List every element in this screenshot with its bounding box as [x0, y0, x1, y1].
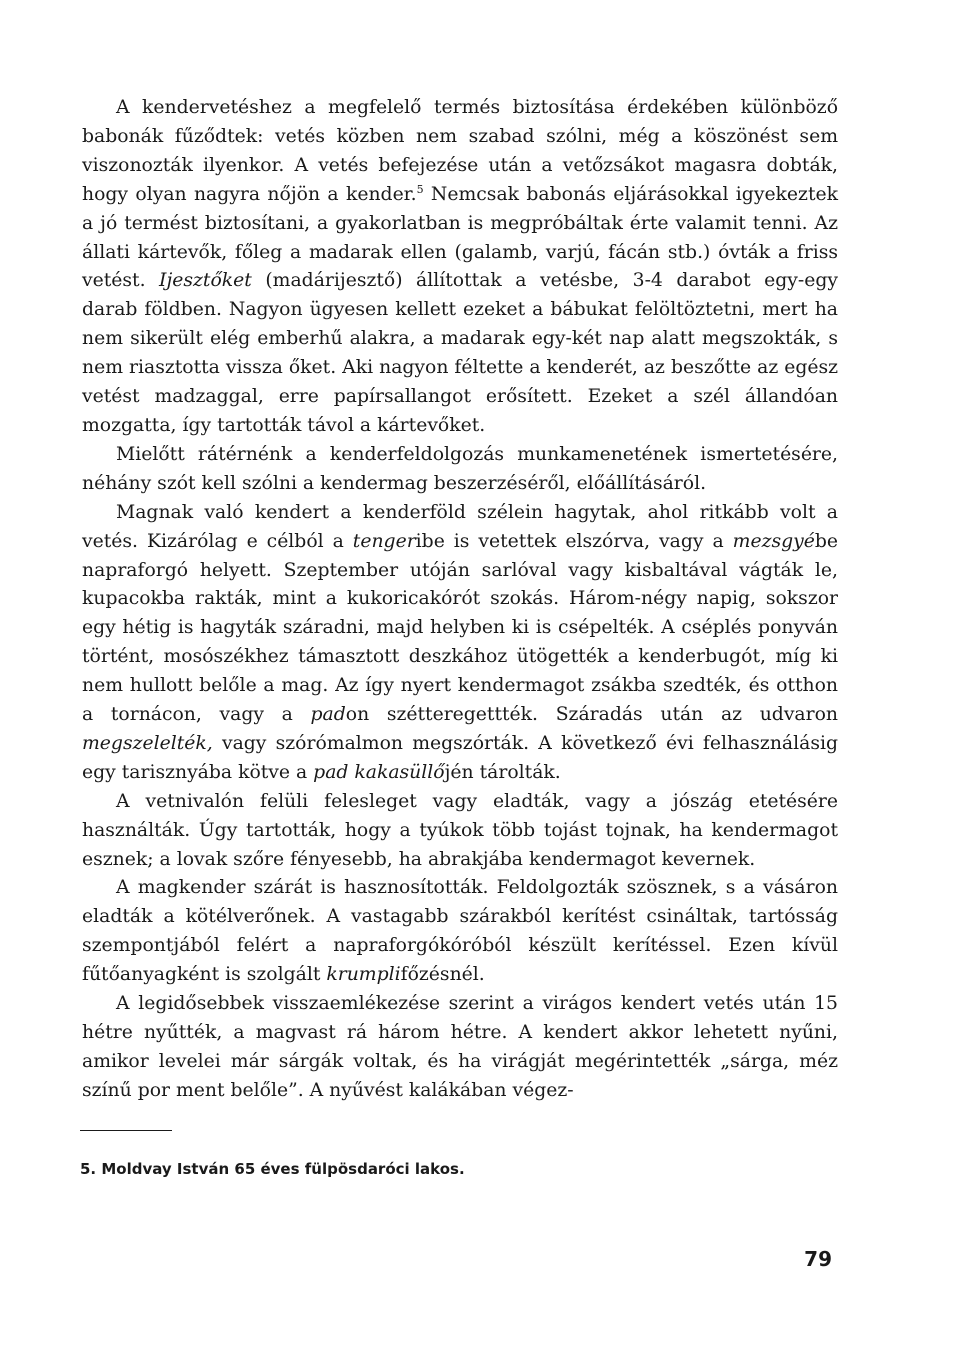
text-run: on szétteregettték. Száradás után az udvaron — [345, 704, 839, 726]
paragraph-4 — [82, 788, 838, 875]
text-run: be napraforgó helyett. Szeptember utóján sarlóval vagy kisbaltával vágták le, kupacokba rakták, mint a kukoricakórót szokás. Három-négy napig, sokszor egy hétig is hagyták száradni, majd helyben ki is csépelték. A cséplés ponyván történt, mosószékhez támasztott deszkához ütögették a kenderbugót, míg ki nem hullott belőle a mag. Az így nyert kendermagot zsákba szedték, és otthon a tornácon, vagy a — [82, 530, 838, 726]
text-run: A magkender szárát is hasznosították. Feldolgozták szösznek, s a vásáron eladták a kötélverőnek. A vastagabb szárakból kerítést csináltak, tartósság szempontjából felért a napraforgókóróból készült kerítéssel. Ezen kívül fűtőanyagként is szolgált — [82, 877, 838, 986]
text-run: (madárijesztő) állítottak a vetésbe, 3-4 darabot egy-egy darab földben. Nagyon ügyesen kellett ezeket a bábukat felöltöztetni, mert ha nem sikerült elég emberhű alakra, a madarak egy-két nap alatt megszokták, s nem riasztotta vissza őket. Aki nagyon féltette a kenderét, az beszőtte az egész vetést madzaggal, erre papírsallangot erősített. Ezeket a szél állandóan mozgatta, így tartották távol a kártevőket. — [82, 270, 838, 436]
paragraph-3 — [82, 499, 838, 788]
text-run: ibe is vetettek elszórva, vagy a — [415, 530, 733, 552]
text-run: A vetnivalón felüli felesleget vagy eladták, vagy a jószág etetésére használták. Úgy tartották, hogy a tyúkok több tojást tojnak, ha kendermagot esznek; a lovak szőre fényesebb, ha abrakjába kendermagot kevernek. — [82, 790, 838, 870]
paragraph-6 — [82, 990, 838, 1106]
footnote-reference: 5 — [416, 182, 424, 196]
paragraph-5 — [82, 874, 838, 990]
italic-term: megszelelték, — [82, 732, 213, 754]
text-run: Magnak való kendert a kenderföld szélein hagytak, ahol ritkább volt a vetés. Kizárólag e célból a — [82, 501, 838, 552]
text-run: főzésnél. — [400, 964, 485, 986]
text-run: vagy szórómalmon megszórták. A következő évi felhasználásig egy tarisznyába kötve a — [82, 732, 838, 783]
text-run: Mielőtt rátérnénk a kenderfeldolgozás munkamenetének ismertetésére, néhány szót kell szólni a kendermag beszerzéséről, előállításáról. — [82, 443, 838, 494]
footnote-rule — [80, 1130, 172, 1131]
italic-term: Ijesztőket — [159, 270, 252, 292]
italic-term: pad kakasüllő — [313, 761, 445, 783]
italic-term: pad — [310, 704, 346, 726]
footnote: 5. Moldvay István 65 éves fülpösdaróci lakos. — [80, 1160, 465, 1178]
italic-term: tenger — [352, 530, 416, 552]
text-run: A kendervetéshez a megfelelő termés biztosítása érdekében különböző babonák fűződtek: vetés közben nem szabad szólni, még a köszönést sem viszonozták ilyenkor. A vetés befejezése után a vetőzsákot magasra dobták, hogy olyan nagyra nőjön a kender. — [82, 97, 838, 205]
italic-term: mezsgyé — [732, 530, 815, 552]
page-body — [82, 94, 838, 1106]
text-run: Nemcsak babonás eljárásokkal igyekeztek a jó termést biztosítani, a gyakorlatban is megpróbáltak érte valamit tenni. Az állati kártevők, főleg a madarak ellen (galamb, varjú, fácán stb.) óvták a friss vetést. — [82, 183, 838, 292]
paragraph-2 — [82, 441, 838, 499]
text-run: A legidősebbek visszaemlékezése szerint a virágos kendert vetés után 15 hétre nyűtték, a magvast rá három hétre. A kendert akkor lehetett nyűni, amikor levelei már sárgák voltak, és ha virágját megérintették „sárga, méz színű por ment belőle”. A nyűvést kalákában végez- — [82, 993, 838, 1101]
italic-term: krumpli — [326, 964, 401, 986]
paragraph-1 — [82, 94, 838, 441]
text-run: jén tárolták. — [444, 761, 561, 783]
page-number: 79 — [804, 1247, 832, 1271]
